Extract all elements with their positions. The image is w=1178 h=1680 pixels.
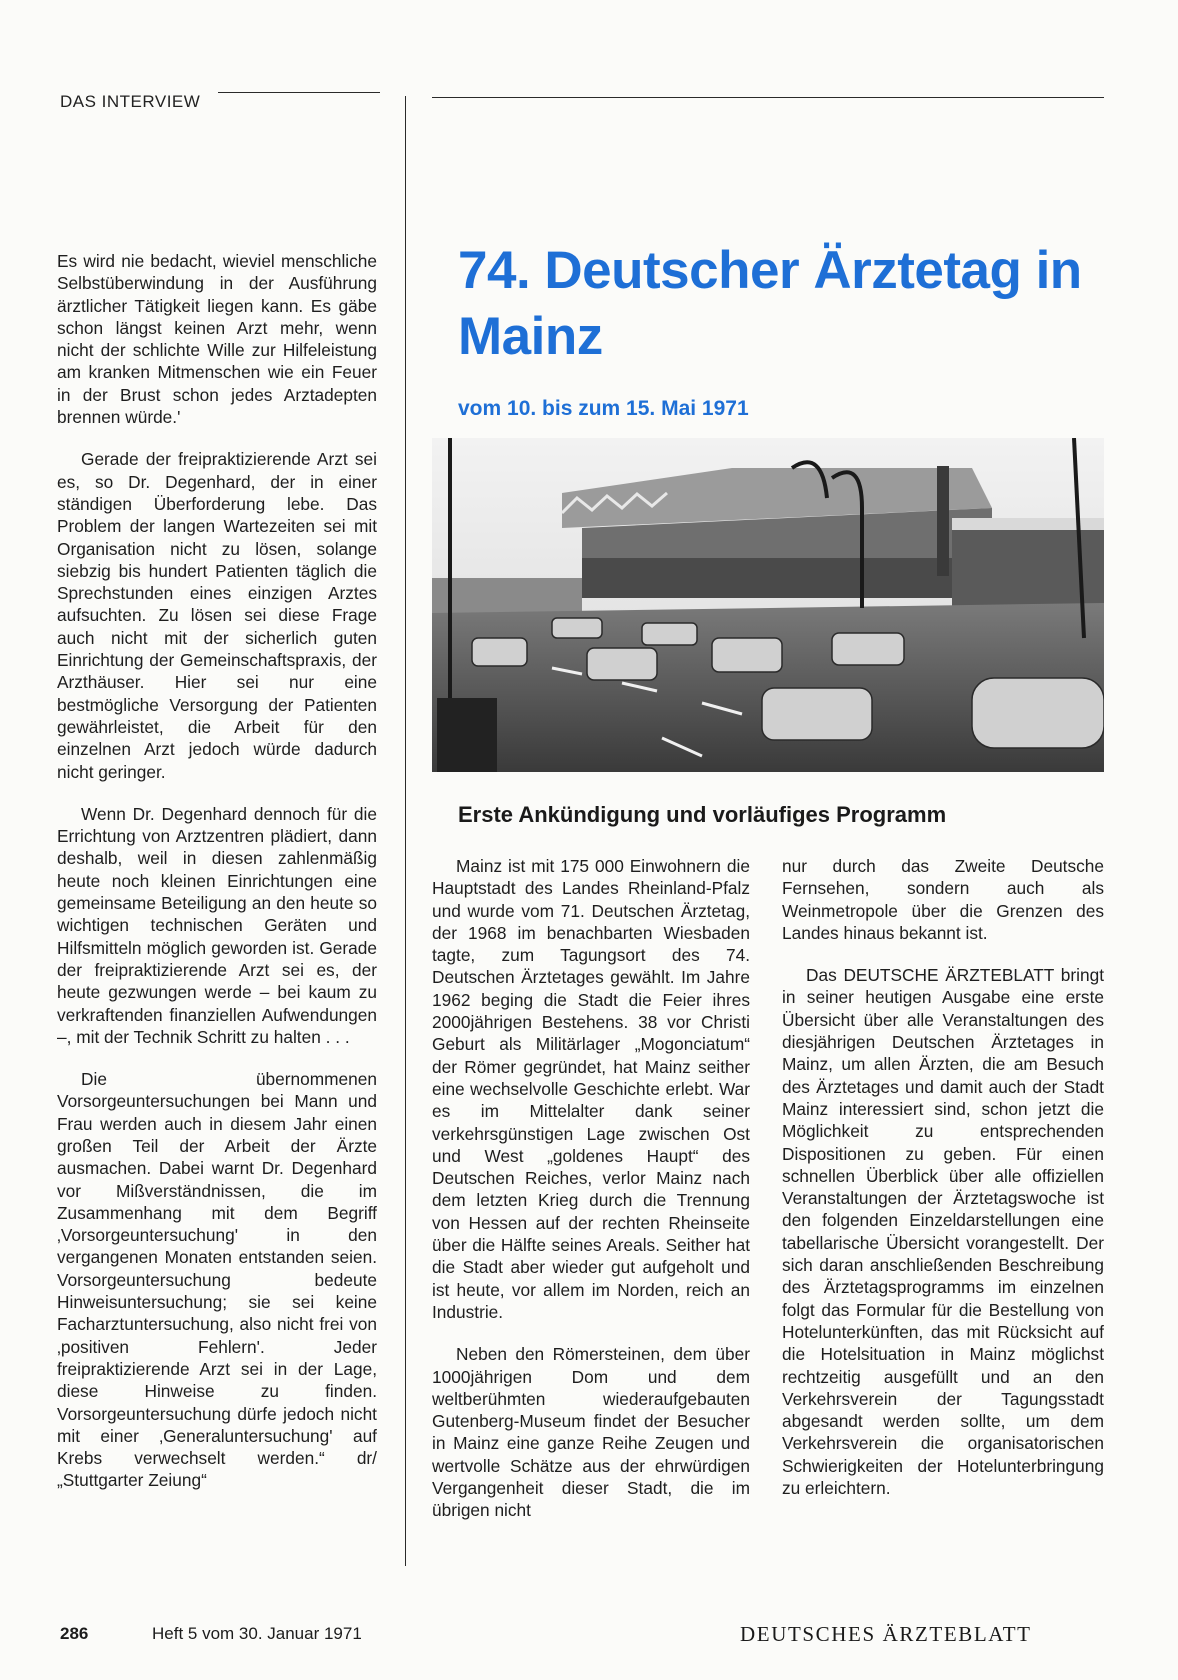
header-rule-right bbox=[432, 97, 1104, 98]
mid-paragraph-2: Neben den Römersteinen, dem über 1000jährigen Dom und dem weltberühmten wiederaufgebauten Gutenberg-Museum findet der Besucher in Mainz eine ganze Reihe Zeugen und wertvolle Schätze aus der ehrwürdigen Vergangenheit dieser Stadt, die im übrigen nicht bbox=[432, 1344, 750, 1521]
left-paragraph-4: Die übernommenen Vorsorgeuntersuchungen bei Mann und Frau werden auch in diesem Jahr einen großen Teil der Arbeit der Ärzte ausmachen. Dabei warnt Dr. Degenhard vor Mißverständnissen, die im Zusammenhang mit dem Begriff ‚Vorsorgeuntersuchung' in den vergangenen Monaten entstanden seien. Vorsorgeuntersuchung bedeute Hinweisuntersuchung; sie sei keine Facharztuntersuchung, also nicht frei von ‚positiven Fehlern'. Jeder freipraktizierende Arzt sei in der Lage, diese Hinweise zu finden. Vorsorgeuntersuchung dürfe jedoch nicht mit einer ‚Generaluntersuchung' auf Krebs verwechselt werden.“ dr/„Stuttgarter Zeiung“ bbox=[57, 1069, 377, 1491]
left-paragraph-2: Gerade der freipraktizierende Arzt sei es, so Dr. Degenhard, der in einer ständigen Überforderung lebe. Das Problem der langen Wartezeiten sei mit Organisation nicht zu lösen, solange siebzig bis hundert Patienten täglich die Sprechstunden eines einzigen Arztes aufsuchten. Zu lösen sei diese Frage auch nicht mit der sicherlich guten Einrichtung der Gemeinschaftspraxis, der Arzthäuser. Hier sei nur eine bestmögliche Versorgung der Patienten gewährleistet, die Arbeit für den einzelnen Arzt jedoch würde dadurch nicht geringer. bbox=[57, 449, 377, 782]
photo-mainz-rheingoldhalle bbox=[432, 438, 1104, 772]
mid-paragraph-1: Mainz ist mit 175 000 Einwohnern die Hauptstadt des Landes Rheinland-Pfalz und wurde vom 71. Deutschen Ärztetag, der 1968 im benachbarten Wiesbaden tagte, zum Tagungsort des 74. Deutschen Ärztetages gewählt. Im Jahre 1962 beging die Stadt die Feier ihres 2000jährigen Bestehens. 38 vor Christi Geburt als Militärlager „Mogonciatum“ der Römer gegründet, hat Mainz seither eine wechselvolle Geschichte erlebt. War es im Mittelalter dank seiner verkehrsgünstigen Lage zwischen Ost und West „goldenes Haupt“ des Deutschen Reiches, verlor Mainz nach dem letzten Krieg durch die Trennung von Hessen auf der rechten Rheinseite über die Hälfte seines Areals. Seither hat die Stadt aber wieder gut aufgeholt und ist heute, vor allem im Norden, reich an Industrie. bbox=[432, 856, 750, 1322]
middle-column bbox=[432, 855, 750, 1522]
column-divider bbox=[405, 96, 406, 1566]
section-label: DAS INTERVIEW bbox=[60, 92, 201, 111]
header-rule-left bbox=[218, 92, 380, 93]
right-column bbox=[782, 855, 1104, 1499]
photo-illustration bbox=[432, 438, 1104, 772]
feature-subtitle: vom 10. bis zum 15. Mai 1971 bbox=[458, 397, 749, 420]
left-paragraph-3: Wenn Dr. Degenhard dennoch für die Errichtung von Arztzentren plädiert, dann deshalb, weil in diesen zahlenmäßig heute noch kleinen Einrichtungen eine gemeinsame Beteiligung an den heute so wichtigen technischen Geräten und Hilfsmitteln möglich geworden ist. Gerade der freipraktizierende Arzt sei es, der heute gezwungen werde – bei kaum zu verkraftenden finanziellen Aufwendungen –, mit der Technik Schritt zu halten . . . bbox=[57, 803, 377, 1047]
page-number: 286 bbox=[60, 1624, 89, 1643]
issue-info: Heft 5 vom 30. Januar 1971 bbox=[152, 1624, 362, 1643]
left-column bbox=[57, 250, 377, 1492]
right-paragraph-2: Das DEUTSCHE ÄRZTEBLATT bringt in seiner heutigen Ausgabe eine erste Übersicht über alle Veranstaltungen des diesjährigen Deutschen Ärztetages in Mainz, um allen Ärzten, die am Besuch des Ärztetages und damit auch der Stadt Mainz interessiert sind, schon jetzt die Möglichkeit zu entsprechenden Dispositionen zu geben. Für einen schnellen Überblick über alle offiziellen Veranstaltungen der Ärztetagswoche ist den folgenden Einzeldarstellungen eine tabellarische Übersicht vorangestellt. Der sich daran anschließenden Beschreibung des Ärztetagsprogramms im einzelnen folgt das Formular für die Bestellung von Hotelunterkünften, das mit Rücksicht auf die Hotelsituation in Mainz möglichst rechtzeitig ausgefüllt und an den Verkehrsverein der Tagungsstadt abgesandt werden sollte, um dem Verkehrsverein die organisatorischen Schwierigkeiten der Hotelunterbringung zu erleichtern. bbox=[782, 965, 1104, 1499]
magazine-name: DEUTSCHES ÄRZTEBLATT bbox=[740, 1622, 1032, 1646]
feature-title: 74. Deutscher Ärztetag in Mainz bbox=[458, 241, 1082, 366]
left-paragraph-1: Es wird nie bedacht, wieviel menschliche Selbstüberwindung in der Ausführung ärztlicher Tätigkeit liegen kann. Es gäbe schon längst keinen Arzt mehr, wenn nicht der schlichte Wille zur Hilfeleistung am kranken Mitmenschen wie ein Feuer in der Brust schon jedes Arztadepten brennen würde.' bbox=[57, 251, 377, 428]
right-paragraph-1: nur durch das Zweite Deutsche Fernsehen, sondern auch als Weinmetropole über die Grenzen des Landes hinaus bekannt ist. bbox=[782, 856, 1104, 943]
program-heading: Erste Ankündigung und vorläufiges Programm bbox=[458, 802, 947, 827]
